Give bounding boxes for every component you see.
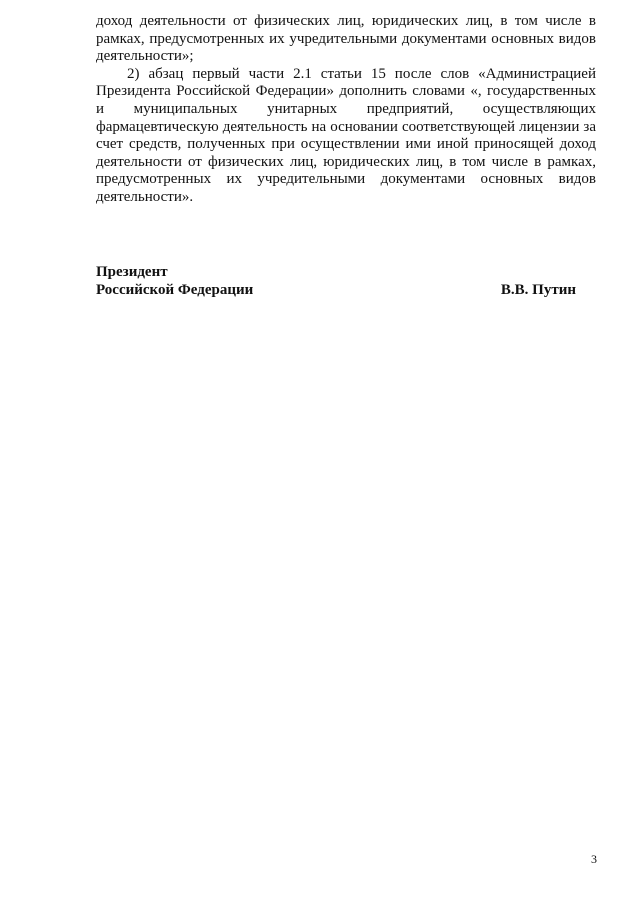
signature-title-line2: Российской Федерации (96, 282, 254, 298)
signatory-name: В.В. Путин (500, 282, 576, 298)
signature-title-line1: Президент (96, 264, 168, 280)
paragraph-item-2: 2) абзац первый части 2.1 статьи 15 после слов «Администрацией Президента Российской Федерации» дополнить словами «, государственных и муниципальных унитарных предприятий, осуществляющих фармацевтическую деятельность на основании соответствующей лицензии за счет средств, полученных при осуществлении ими иной приносящей доход деятельности от физических лиц, юридических лиц, в том числе в рамках, предусмотренных их учредительными документами основных видов деятельности». (96, 65, 596, 205)
paragraph-continuation: доход деятельности от физических лиц, юридических лиц, в том числе в рамках, предусмотренных их учредительными документами основных видов деятельности»; (96, 13, 596, 65)
page-number: 3 (591, 852, 597, 866)
signature-block (96, 263, 596, 299)
signature-line (96, 281, 596, 299)
document-body (96, 13, 596, 207)
